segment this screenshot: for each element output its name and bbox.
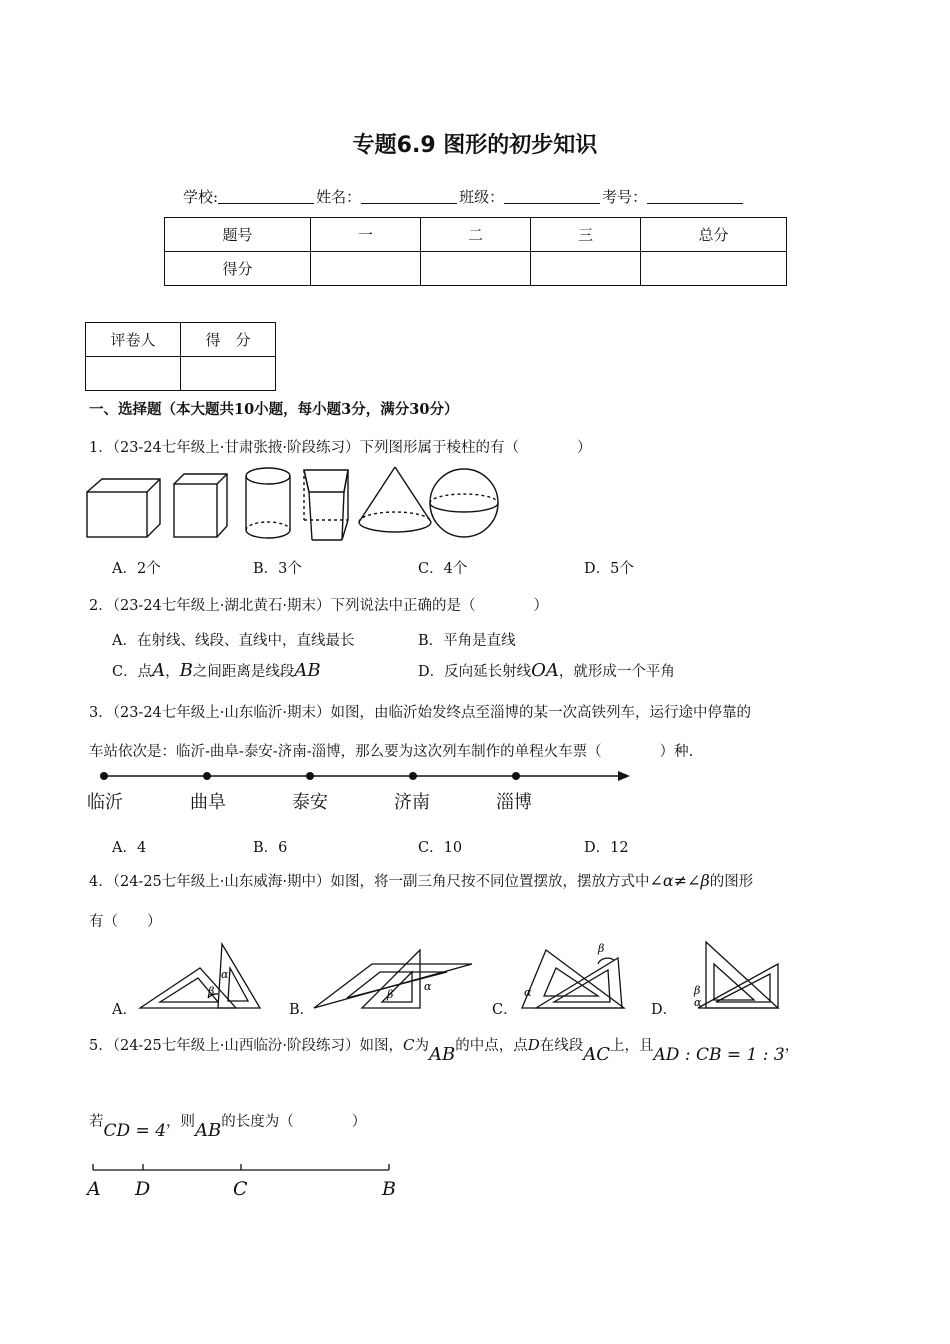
- q2-option-c[interactable]: [112, 660, 321, 681]
- cd-expression: CD = 4: [103, 1121, 167, 1141]
- score-cell: [641, 252, 787, 286]
- q4-figure-c: [518, 940, 638, 1016]
- q5-stem-line2: [89, 1110, 367, 1141]
- station-dot: [203, 772, 211, 780]
- q1-solids-figure: [82, 462, 502, 544]
- alpha-label: α: [424, 980, 432, 993]
- score-header-cell: 二: [421, 218, 531, 252]
- exam-no-blank: [647, 189, 743, 204]
- score-header-cell: 三: [531, 218, 641, 252]
- q3-option-a[interactable]: A．4: [112, 840, 147, 856]
- segment-ab-label: AB: [428, 1044, 456, 1065]
- score-header: 得 分: [181, 323, 276, 357]
- q4-option-c[interactable]: C．: [492, 1002, 518, 1018]
- beta-label: β: [598, 942, 605, 955]
- q3-railway-line: [90, 766, 640, 786]
- grader-table: [85, 322, 276, 391]
- ratio-expression: AD : CB = 1 : 3: [653, 1045, 785, 1065]
- q5-text: ，: [784, 1038, 800, 1054]
- cuboid-shape: [87, 479, 160, 537]
- q2-option-b[interactable]: B．平角是直线: [418, 633, 516, 649]
- score-cell: [311, 252, 421, 286]
- station-dot: [306, 772, 314, 780]
- segment-ab-label: AB: [195, 1120, 222, 1141]
- station-labels: [0, 788, 950, 814]
- q3-stem-line2: 车站依次是：临沂-曲阜-泰安-济南-淄博，那么要为这次列车制作的单程火车票（ ）种.: [89, 744, 694, 760]
- point-c-label: C: [233, 1178, 248, 1200]
- score-cell: [531, 252, 641, 286]
- cone-shape: [359, 467, 431, 532]
- q4-option-d[interactable]: D．: [651, 1002, 678, 1018]
- point-c-label: C: [403, 1036, 415, 1054]
- point-d-label: D: [527, 1036, 540, 1054]
- station-label: 曲阜: [190, 792, 226, 813]
- q1-option-a[interactable]: A．2个: [112, 561, 161, 577]
- score-header-cell: 一: [311, 218, 421, 252]
- q4-stem-text2: 的图形: [709, 874, 754, 890]
- exam-no-label: 考号：: [602, 188, 648, 206]
- beta-label: β: [387, 988, 394, 1001]
- q5-text: 为: [414, 1038, 429, 1054]
- score-cell: [421, 252, 531, 286]
- cylinder-shape: [246, 468, 290, 538]
- school-blank: [218, 189, 314, 204]
- q5-text: 上，且: [610, 1038, 654, 1054]
- q1-option-c[interactable]: C．4个: [418, 561, 468, 577]
- sphere-shape: [430, 469, 498, 537]
- q2-d-text: D．反向延长射线: [418, 664, 532, 680]
- point-a-label: A: [152, 660, 166, 681]
- class-label: 班级：: [459, 188, 505, 206]
- grader-cell: [86, 357, 181, 391]
- score-header-cell: 总分: [641, 218, 787, 252]
- alpha-label: α: [524, 986, 532, 999]
- q2-c-text: C．点: [112, 664, 153, 680]
- segment-ab-label: AB: [294, 660, 321, 681]
- q4-stem-line2: 有（ ）: [89, 914, 162, 930]
- station-label: 临沂: [87, 792, 123, 813]
- q2-option-a[interactable]: A．在射线、线段、直线中，直线最长: [112, 633, 355, 649]
- point-b-label: B: [179, 660, 193, 681]
- q4-option-a[interactable]: A．: [112, 1002, 137, 1018]
- trapezoid-prism-shape: [304, 470, 348, 540]
- alpha-label: α: [694, 996, 702, 1009]
- beta-label: β: [694, 984, 701, 997]
- grader-header: 评卷人: [86, 323, 181, 357]
- name-blank: [361, 189, 457, 204]
- q5-stem-line1: [89, 1034, 800, 1065]
- q5-text: 若: [89, 1114, 104, 1130]
- q4-figure-a: [138, 938, 268, 1013]
- section-heading: 一、选择题（本大题共10小题，每小题3分，满分30分）: [89, 401, 459, 418]
- q3-stem-line1: 3．（23-24七年级上·山东临沂·期末）如图，由临沂始发终点至淄博的某一次高铁列车，运行途中停靠的: [89, 705, 751, 721]
- score-header-cell: 题号: [165, 218, 311, 252]
- name-label: 姓名：: [316, 188, 362, 206]
- q4-option-b[interactable]: B．: [289, 1002, 315, 1018]
- q5-segment-figure: [86, 1160, 406, 1204]
- score-row-label: 得分: [165, 252, 311, 286]
- score-cell: [181, 357, 276, 391]
- q4-figure-d: [676, 938, 786, 1014]
- cube-shape: [174, 474, 227, 537]
- score-table: [164, 217, 787, 286]
- q1-stem: 1．（23-24七年级上·甘肃张掖·阶段练习）下列图形属于棱柱的有（ ）: [89, 440, 592, 456]
- school-label: 学校:: [183, 188, 219, 206]
- q5-text: 的中点，点: [455, 1038, 528, 1054]
- q1-option-d[interactable]: D．5个: [584, 561, 634, 577]
- q5-text: 的长度为（ ）: [221, 1114, 367, 1130]
- q2-stem: 2．（23-24七年级上·湖北黄石·期末）下列说法中正确的是（ ）: [89, 598, 548, 614]
- q2-c-comma: ，: [165, 664, 180, 680]
- station-dot: [100, 772, 108, 780]
- point-b-label: B: [382, 1178, 396, 1200]
- station-label: 淄博: [496, 792, 532, 813]
- q4-stem-text: 4．（24-25七年级上·山东威海·期中）如图，将一副三角尺按不同位置摆放，摆放方式中: [89, 874, 650, 890]
- point-a-label: A: [87, 1178, 101, 1200]
- q5-text: ，则: [166, 1114, 196, 1130]
- station-label: 济南: [394, 792, 430, 813]
- class-blank: [504, 189, 600, 204]
- student-info: [183, 186, 745, 207]
- q5-text: 5．（24-25七年级上·山西临汾·阶段练习）如图，: [89, 1038, 403, 1054]
- alpha-label: α: [221, 968, 229, 981]
- angle-expression: ∠α≠∠β: [649, 871, 710, 890]
- segment-ac-label: AC: [583, 1044, 611, 1065]
- ray-oa-label: OA: [531, 660, 559, 681]
- point-d-label: D: [135, 1178, 151, 1200]
- q5-text: 在线段: [539, 1038, 584, 1054]
- q2-d-text2: ，就形成一个平角: [558, 664, 675, 680]
- q3-option-b[interactable]: B．6: [253, 840, 288, 856]
- q4-figure-b: [312, 946, 477, 1014]
- q1-option-b[interactable]: B．3个: [253, 561, 302, 577]
- beta-label: β: [208, 985, 215, 998]
- q3-option-c[interactable]: C．10: [418, 840, 463, 856]
- page-title: 专题6.9 图形的初步知识: [352, 133, 598, 158]
- station-label: 泰安: [292, 792, 328, 813]
- q2-option-d[interactable]: [418, 660, 675, 681]
- q3-option-d[interactable]: D．12: [584, 840, 629, 856]
- station-dot: [512, 772, 520, 780]
- station-dot: [409, 772, 417, 780]
- q2-c-text2: 之间距离是线段: [192, 664, 295, 680]
- q4-stem-line1: [89, 870, 753, 891]
